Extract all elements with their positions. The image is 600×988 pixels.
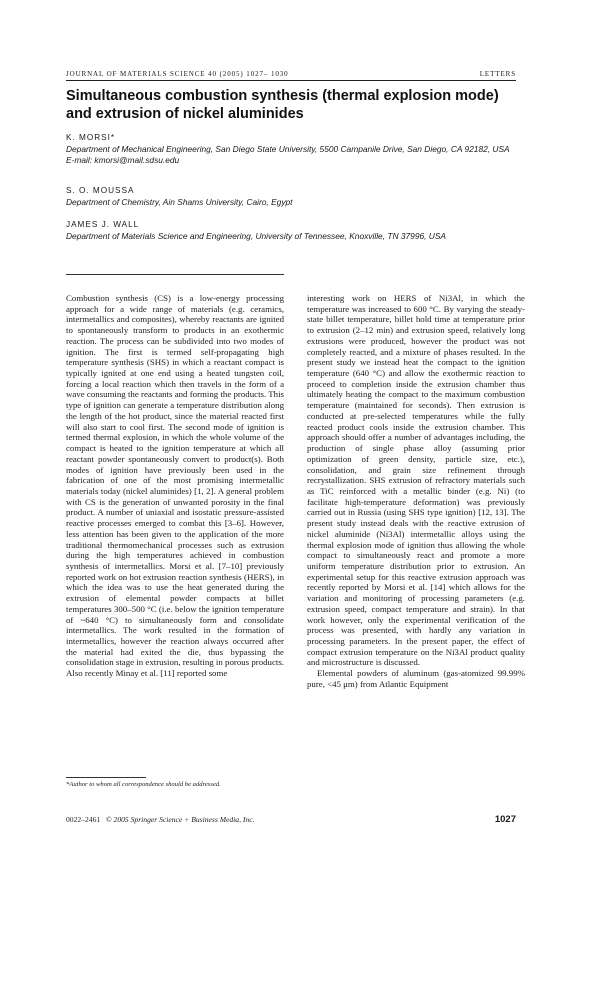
paragraph: interesting work on HERS of Ni3Al, in which the temperature was increased to 600 °C. By varying the steady-state billet temperature, billet hold time at temperature prior to extrusion (2–12 min) and extrusion speed, relatively long extrusions were produced, however the product was not completely reacted, and a mixture of phases resulted. In the present study we instead heat the compact to the ignition temperature (640 °C) and allow the exothermic reaction to proceed to completion inside the extrusion chamber thus ultimately heating the compact to the maximum combustion temperature (maintained for seconds). Then extrusion is conducted at pre-selected temperatures while the fully reacted product cools inside the extrusion chamber. This approach should offer a number of advantages including, the production of single phase alloy (assuming prior optimization of green density, particle size, etc.), consolidation, and grain size refinement through recrystallization. SHS extrusion of refractory materials such as TiC reinforced with a metallic binder (e.g. Ni) (to facilitate high-temperature deformation) was previously carried out in Russia (using SHS type ignition) [12, 13]. The present study instead deals with the reactive extrusion of nickel aluminide (Ni3Al) intermetallic alloys using the thermal explosion mode of ignition thus allowing the whole compact to simultaneously react and promote a more uniform temperature distribution prior to extrusion. An experimental setup for this reactive extrusion approach was recently reported by Morsi et al. [14] which allows for the variation and monitoring of processing parameters (e.g. extrusion speed, compact temperature and strain). In that work however, only the experimental verification of the process was presented, with hardly any variation in processing parameters. In the present paper, the effect of compact extrusion temperature on the Ni3Al product quality and microstructure is discussed.	[307, 293, 525, 668]
header-rule	[66, 80, 516, 81]
author-name: JAMES J. WALL	[66, 220, 140, 229]
author-name: K. MORSI*	[66, 133, 116, 142]
issn: 0022–2461	[66, 815, 101, 824]
running-header	[66, 70, 516, 78]
author-block-2	[66, 185, 526, 208]
page-number: 1027	[494, 814, 516, 825]
footer-left	[66, 815, 254, 824]
section-label: LETTERS	[479, 70, 516, 78]
body-column-left	[66, 293, 284, 679]
author-name: S. O. MOUSSA	[66, 186, 135, 195]
article-title: Simultaneous combustion synthesis (thermal explosion mode) and extrusion of nickel aluminides	[66, 88, 499, 122]
section-divider	[66, 274, 284, 275]
footnote: *Author to whom all correspondence should be addressed.	[66, 781, 221, 788]
journal-citation: JOURNAL OF MATERIALS SCIENCE 40 (2005) 1027– 1030	[66, 70, 289, 78]
author-affiliation: Department of Chemistry, Ain Shams University, Cairo, Egypt	[66, 197, 293, 207]
author-email: E-mail: kmorsi@mail.sdsu.edu	[66, 154, 180, 165]
author-block-3	[66, 219, 526, 242]
author-affiliation: Department of Materials Science and Engineering, University of Tennessee, Knoxville, TN 37996, USA	[66, 231, 447, 241]
copyright: © 2005 Springer Science + Business Media, Inc.	[105, 815, 255, 824]
footnote-rule	[66, 777, 146, 778]
page-footer	[66, 814, 516, 825]
paragraph: Elemental powders of aluminum (gas-atomized 99.99% pure, <45 μm) from Atlantic Equipment	[307, 668, 525, 689]
author-affiliation: Department of Mechanical Engineering, San Diego State University, 5500 Campanile Drive, San Diego, CA 92182, USA	[66, 144, 510, 154]
paragraph: Combustion synthesis (CS) is a low-energy processing approach for a wide range of materials (e.g. ceramics, intermetallics and composites), whereby reactants are ignited to spontaneously transform to products in an exothermic reaction. The process can be subdivided into two modes of ignition. The first is termed self-propagating high temperature synthesis (SHS) in which a reactant compact is typically ignited at one end using a heated tungsten coil, forcing a local reaction which then travels in the form of a wave consuming the reactants and forming the products. This type of ignition can generate a temperature distribution along the length of the hot product, since the material reacted first will also start to cool first. The second mode of ignition is termed thermal explosion, in which the whole volume of the compact is heated to the ignition temperature at which all reactant powder spontaneously convert to product(s). Both modes of ignition have previously been used in the fabrication of one of the most promising intermetallic materials today (nickel aluminides) [1, 2]. A general problem with CS is the generation of unwanted porosity in the final product. A number of uniaxial and isostatic pressure-assisted reactive processes emerged to combat this [3–6]. However, less attention has been given to the application of the more traditional thermomechanical processes such as extrusion during the high temperatures achieved in combustion synthesis of intermetallics. Morsi et al. [7–10] previously reported work on hot extrusion reaction synthesis (HERS), in which the idea was to use the heat generated during the extrusion of elemental powder compacts at billet temperatures 300–500 °C (i.e. below the ignition temperature of ~640 °C) to simultaneously form and consolidate intermetallics. The work resulted in the formation of intermetallics, however the reaction always occurred after the material had exited the die, thus bypassing the consolidation stage in extrusion, resulting in porous products. Also recently Minay et al. [11] reported some	[66, 293, 284, 679]
author-block-1	[66, 132, 526, 165]
body-column-right	[307, 293, 525, 690]
